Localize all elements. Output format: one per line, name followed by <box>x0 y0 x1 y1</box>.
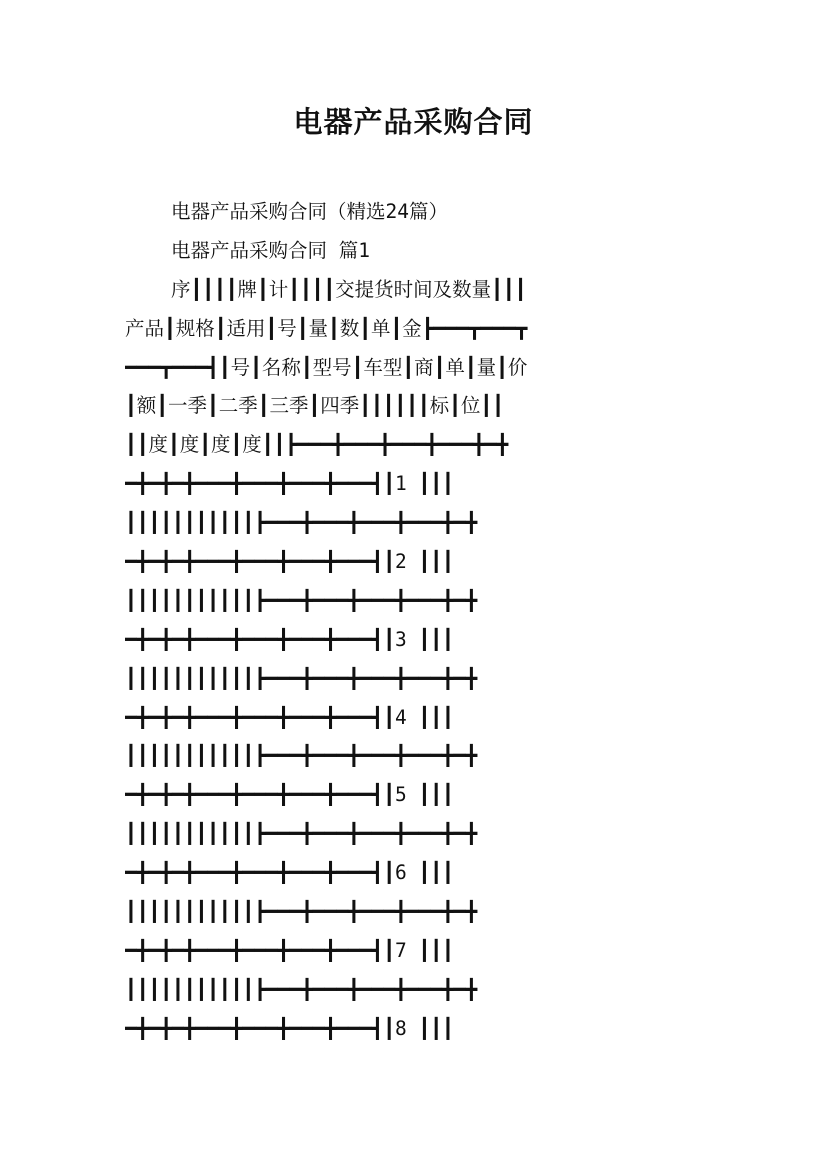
text-table-line: ━╋━╋━╋━━━╋━━━╋━━━╋━━━┫┃8 ┃┃┃ <box>125 1016 454 1040</box>
text-table-line: ┃┃┃┃┃┃┃┃┃┃┃┣━━━╋━━━╋━━━╋━━━╋━╋ <box>125 511 478 535</box>
document-body <box>125 193 705 1049</box>
text-table-line: ┃额┃一季┃二季┃三季┃四季┃┃┃┃┃┃标┃位┃┃ <box>125 394 504 418</box>
text-table-line: ┃┃┃┃┃┃┃┃┃┃┃┣━━━╋━━━╋━━━╋━━━╋━╋ <box>125 977 478 1001</box>
paragraph-line: 电器产品采购合同（精选24篇） <box>171 200 448 223</box>
paragraph-line: 电器产品采购合同 篇1 <box>171 238 370 262</box>
text-table-line: ━━━┳━━━┫┃号┃名称┃型号┃车型┃商┃单┃量┃价 <box>125 355 528 379</box>
text-table-line: ━╋━╋━╋━━━╋━━━╋━━━╋━━━┫┃3 ┃┃┃ <box>125 627 454 651</box>
text-table-line: ┃┃┃┃┃┃┃┃┃┃┃┣━━━╋━━━╋━━━╋━━━╋━╋ <box>125 666 478 690</box>
text-table-line: ┃┃┃┃┃┃┃┃┃┃┃┣━━━╋━━━╋━━━╋━━━╋━╋ <box>125 588 478 612</box>
text-table-line: 产品┃规格┃适用┃号┃量┃数┃单┃金┣━━━┳━━━┳ <box>125 316 528 340</box>
text-table-line: ┃┃┃┃┃┃┃┃┃┃┃┣━━━╋━━━╋━━━╋━━━╋━╋ <box>125 900 478 924</box>
text-table-line: ━╋━╋━╋━━━╋━━━╋━━━╋━━━┫┃1 ┃┃┃ <box>125 472 454 496</box>
document-title: 电器产品采购合同 <box>293 105 534 139</box>
text-table-line: ━╋━╋━╋━━━╋━━━╋━━━╋━━━┫┃4 ┃┃┃ <box>125 705 454 729</box>
text-table-line: ━╋━╋━╋━━━╋━━━╋━━━╋━━━┫┃7 ┃┃┃ <box>125 938 454 962</box>
text-table-line: 序┃┃┃┃牌┃计┃┃┃┃交提货时间及数量┃┃┃ <box>171 277 527 301</box>
text-table-line: ━╋━╋━╋━━━╋━━━╋━━━╋━━━┫┃5 ┃┃┃ <box>125 783 454 807</box>
text-table-line: ━╋━╋━╋━━━╋━━━╋━━━╋━━━┫┃2 ┃┃┃ <box>125 550 454 574</box>
text-table-line: ┃┃度┃度┃度┃度┃┃┣━━━╋━━━╋━━━╋━━━╋━╋ <box>125 433 509 457</box>
text-table-line: ┃┃┃┃┃┃┃┃┃┃┃┣━━━╋━━━╋━━━╋━━━╋━╋ <box>125 744 478 768</box>
text-table-line: ┃┃┃┃┃┃┃┃┃┃┃┣━━━╋━━━╋━━━╋━━━╋━╋ <box>125 822 478 846</box>
text-table-line: ━╋━╋━╋━━━╋━━━╋━━━╋━━━┫┃6 ┃┃┃ <box>125 861 454 885</box>
